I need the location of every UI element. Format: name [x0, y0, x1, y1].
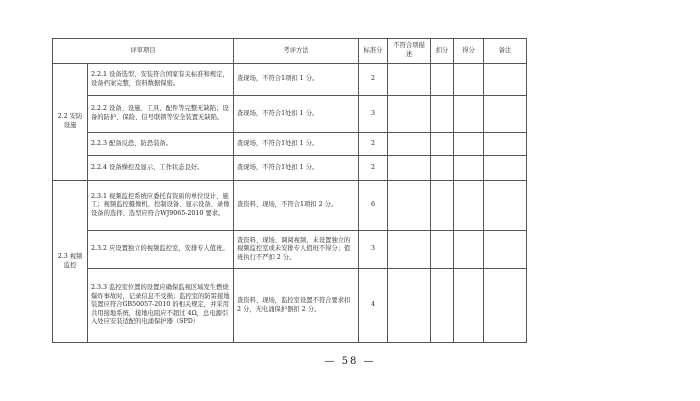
item-content: 2.3.2 应设置独立的视频监控室，安排专人值班。	[88, 231, 234, 269]
table-row	[53, 231, 527, 269]
item-method: 查现场，不符合1处扣 1 分。	[234, 133, 359, 156]
item-standard-score: 2	[359, 133, 388, 156]
header-noncompliance: 不符合项描述	[388, 39, 431, 64]
item-content: 2.2.3 配备反恐、防恐装备。	[88, 133, 234, 156]
deduct-cell	[431, 96, 454, 133]
item-method: 查现场，不符合1处扣 1 分。	[234, 156, 359, 181]
item-standard-score: 3	[359, 231, 388, 269]
score-cell	[454, 133, 484, 156]
item-standard-score: 2	[359, 156, 388, 181]
remark-cell	[484, 133, 527, 156]
page-number: — 58 —	[324, 356, 376, 367]
group-title: 2.2 安防设施	[53, 64, 88, 181]
remark-cell	[484, 64, 527, 96]
header-item: 评审项目	[53, 39, 234, 64]
header-deduct: 扣分	[431, 39, 454, 64]
score-cell	[454, 64, 484, 96]
item-content: 2.2.4 设备操控及显示，工作状态良好。	[88, 156, 234, 181]
header-method: 考评方法	[234, 39, 359, 64]
item-method: 查现场，不符合1处扣 1 分。	[234, 96, 359, 133]
item-method: 查资料、现场，不符合1项扣 2 分。	[234, 181, 359, 231]
remark-cell	[484, 181, 527, 231]
deduct-cell	[431, 133, 454, 156]
table-row	[53, 64, 527, 96]
table-row	[53, 181, 527, 231]
noncompliance-cell	[388, 64, 431, 96]
noncompliance-cell	[388, 181, 431, 231]
score-cell	[454, 181, 484, 231]
deduct-cell	[431, 231, 454, 269]
score-cell	[454, 156, 484, 181]
noncompliance-cell	[388, 269, 431, 343]
table-header-row	[53, 39, 527, 64]
remark-cell	[484, 231, 527, 269]
table-row	[53, 96, 527, 133]
item-method: 查现场，不符合1项扣 1 分。	[234, 64, 359, 96]
item-content: 2.2.1 设备选型、安装符合国家有关标准和规定，设备档案完整，资料数据保密。	[88, 64, 234, 96]
noncompliance-cell	[388, 231, 431, 269]
score-cell	[454, 269, 484, 343]
deduct-cell	[431, 181, 454, 231]
item-standard-score: 2	[359, 64, 388, 96]
header-standard: 标准分	[359, 39, 388, 64]
header-score: 得分	[454, 39, 484, 64]
deduct-cell	[431, 64, 454, 96]
table-row	[53, 133, 527, 156]
item-content: 2.2.2 设备、设施、工具、配件等完整无缺陷；设备的防护、保险、信号联锁等安全装置无缺陷。	[88, 96, 234, 133]
group-title: 2.3 视频监控	[53, 181, 88, 343]
score-cell	[454, 231, 484, 269]
remark-cell	[484, 156, 527, 181]
noncompliance-cell	[388, 156, 431, 181]
remark-cell	[484, 96, 527, 133]
item-standard-score: 6	[359, 181, 388, 231]
header-remark: 备注	[484, 39, 527, 64]
item-content: 2.3.1 视频监控系统应委托有资质的单位设计、施工；视频监控摄像机、控制设备、显示设备、录像设备的选择、选型应符合WJ9065-2010 要求。	[88, 181, 234, 231]
item-standard-score: 4	[359, 269, 388, 343]
remark-cell	[484, 269, 527, 343]
item-standard-score: 3	[359, 96, 388, 133]
noncompliance-cell	[388, 133, 431, 156]
table-row	[53, 269, 527, 343]
table-row	[53, 156, 527, 181]
item-method: 查资料、现场、调阅视频，未设置独立的视频监控室或未安排专人值班不得分；值班执行不严扣 2 分。	[234, 231, 359, 269]
score-cell	[454, 96, 484, 133]
item-method: 查资料、现场，监控室设置不符合要求扣 2 分，无电涌保护器扣 2 分。	[234, 269, 359, 343]
noncompliance-cell	[388, 96, 431, 133]
evaluation-table	[52, 38, 527, 343]
deduct-cell	[431, 269, 454, 343]
item-content: 2.3.3 监控室位置的设置应确保监视区域发生燃烧爆炸事故时，记录信息不受损；监控室的防雷接地装置应符合GB50057-2010 的相关规定，并采用共用接地系统，接地电阻应不超过 4Ω，总电源引入处应安装适配的电涌保护器（SPD）	[88, 269, 234, 343]
deduct-cell	[431, 156, 454, 181]
